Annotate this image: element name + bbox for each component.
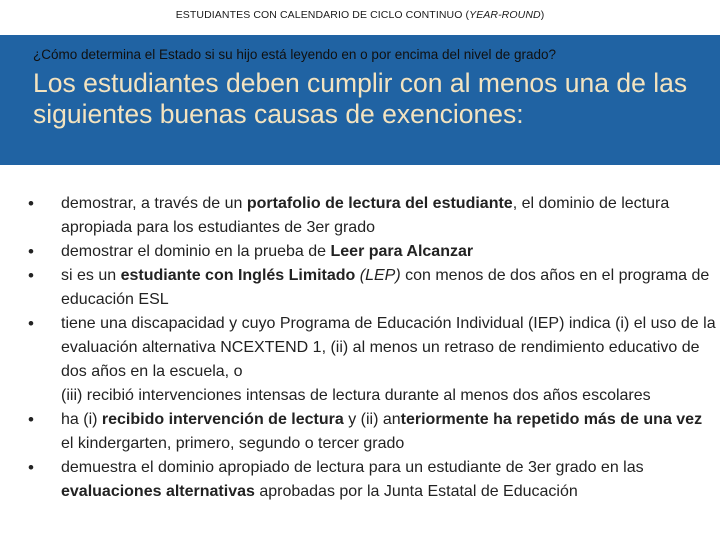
top-label-italic: YEAR-ROUND [469, 9, 541, 21]
bullet-text: ha (i) [61, 411, 102, 428]
bullet-text: el kindergarten, primero, segundo o tercer grado [61, 435, 405, 452]
bullet-text: y (ii) an [343, 411, 401, 428]
bullet-text: , el dominio de lectura apropiada para los estudiantes de 3er grado [61, 195, 670, 236]
slide-top-label [0, 9, 720, 21]
bullet-bold-text: estudiante con Inglés Limitado [120, 267, 356, 284]
banner-question: ¿Cómo determina el Estado si su hijo está leyendo en o por encima del nivel de grado? [33, 47, 557, 62]
bullet-text: aprobadas por la Junta Estatal de Educación [254, 483, 578, 500]
banner-heading: Los estudiantes deben cumplir con al menos una de las siguientes buenas causas de exenciones: [33, 68, 688, 129]
bullet-text: demuestra el dominio apropiado de lectura para un estudiante de 3er grado en las [61, 459, 644, 476]
bullet-text: si es un [61, 267, 121, 284]
bullet-bold-text: Leer para Alcanzar [330, 243, 474, 260]
bullet-intervention [28, 408, 718, 456]
exemptions-list [28, 192, 718, 504]
top-label-end: ) [540, 9, 545, 21]
bullet-bold-text: evaluaciones alternativas [61, 483, 255, 500]
bullet-disability [28, 312, 718, 408]
title-banner [0, 35, 720, 165]
bullet-alternative-assessment [28, 456, 718, 504]
bullet-read-to-achieve [28, 240, 718, 264]
bullet-bold-text: teriormente ha repetido más de una vez [400, 411, 703, 428]
bullet-bold-text: portafolio de lectura del estudiante [246, 195, 513, 212]
exemptions-content [28, 192, 718, 504]
bullet-portfolio [28, 192, 718, 240]
bullet-text: demostrar el dominio en la prueba de [61, 243, 331, 260]
bullet-text: con menos de dos años en el programa de educación ESL [61, 267, 710, 308]
top-label-text: ESTUDIANTES CON CALENDARIO DE CICLO CONTINUO ( [175, 9, 470, 21]
bullet-text: (iii) recibió intervenciones intensas de lectura durante al menos dos años escolares [61, 387, 651, 404]
bullet-text: demostrar, a través de un [61, 195, 247, 212]
bullet-lep [28, 264, 718, 312]
bullet-bold-text: recibido intervención de lectura [101, 411, 344, 428]
bullet-text: tiene una discapacidad y cuyo Programa de Educación Individual (IEP) indica (i) el uso de la evaluación alternativa NCEXTEND 1, (ii) al menos un retraso de rendimiento educativo de dos años en la escuela, o [61, 315, 716, 380]
bullet-italic-text: (LEP) [359, 267, 401, 284]
